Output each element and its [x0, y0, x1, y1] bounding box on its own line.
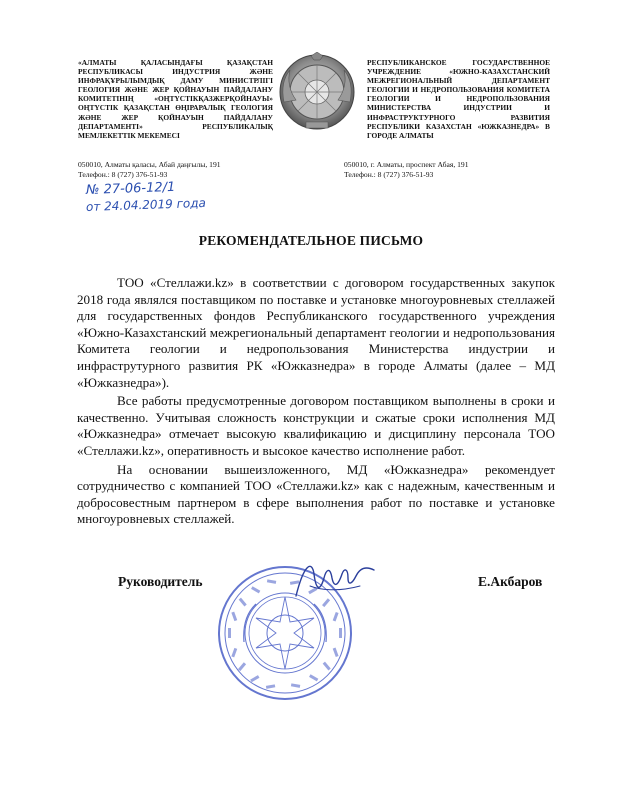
- paragraph: На основании вышеизложенного, МД «Южказнедра» рекомендует сотрудничество с компанией ТОО «Стеллажи.kz» как с надежным, качественным и добросовестным партнером в сфере выполнения работ по поставке и установке многоуровневых стеллажей.: [77, 461, 555, 527]
- phone-right: Телефон.: 8 (727) 376-51-93: [344, 169, 434, 179]
- phone-left: Телефон.: 8 (727) 376-51-93: [78, 169, 168, 179]
- paragraph: ТОО «Стеллажи.kz» в соответствии с договором государственных закупок 2018 года являлся поставщиком по поставке и установке многоуровневых стеллажей для государственных фондов Республиканского государственного учреждения «Южно-Казахстанский межрегиональный департамент геологии и недропользования Комитета геологии и недропользования Министерства индустрии и инфраструтурного развития РК «Южказнедра» в городе Алматы (далее – МД «Южказнедра»).: [77, 275, 555, 390]
- address-right: 050010, г. Алматы, проспект Абая, 191: [344, 160, 469, 169]
- header-org-kazakh: «АЛМАТЫ ҚАЛАСЫНДАҒЫ ҚАЗАҚСТАН РЕСПУБЛИКАСЫ ИНДУСТРИЯ ЖӘНЕ ИНФРАҚҰРЫЛЫМДЫҚ ДАМУ МИНИСТРЛІГІ ГЕОЛОГИЯ ЖӘНЕ ЖЕР ҚОЙНАУЫН ПАЙДАЛАНУ КОМИТЕТІНІҢ «ОҢТҮСТІКҚАЗЖЕРҚОЙНАУЫ» ОҢТҮСТІК ҚАЗАҚСТАН ӨҢІРАРАЛЫҚ ГЕОЛОГИЯ ЖӘНЕ ЖЕР ҚОЙНАУЫН ПАЙДАЛАНУ ДЕПАРТАМЕНТІ» РЕСПУБЛИКАЛЫҚ МЕМЛЕКЕТТІК МЕКЕМЕСІ: [78, 58, 273, 140]
- letter-title: РЕКОМЕНДАТЕЛЬНОЕ ПИСЬМО: [198, 233, 424, 248]
- header-org-russian: РЕСПУБЛИКАНСКОЕ ГОСУДАРСТВЕННОЕ УЧРЕЖДЕНИЕ «ЮЖНО-КАЗАХСТАНСКИЙ МЕЖРЕГИОНАЛЬНЫЙ ДЕПАРТАМЕНТ ГЕОЛОГИИ И НЕДРОПОЛЬЗОВАНИЯ КОМИТЕТА ГЕОЛОГИИ И НЕДРОПОЛЬЗОВАНИЯ МИНИСТЕРСТВА ИНДУСТРИИ И ИНФРАСТРУКТУРНОГО РАЗВИТИЯ РЕСПУБЛИКИ КАЗАХСТАН «ЮЖКАЗНЕДРА» В ГОРОДЕ АЛМАТЫ: [367, 58, 550, 140]
- address-block-left: [78, 160, 221, 179]
- signatory-name: Е.Акбаров: [478, 574, 543, 589]
- state-emblem-icon: [276, 52, 358, 132]
- address-left: 050010, Алматы қаласы, Абай даңғылы, 191: [78, 160, 221, 169]
- address-block-right: [344, 160, 469, 179]
- letter-body: [77, 275, 555, 530]
- registration-number: № 27-06-12/1: [85, 179, 176, 198]
- registration-date: от 24.04.2019 года: [85, 195, 207, 214]
- paragraph: Все работы предусмотренные договором поставщиком выполнены в сроки и качественно. Учитывая сложность конструкции и сжатые сроки исполнения МД «Южказнедра» отмечает высокую квалификацию и дисциплину персонала ТОО «Стеллажи.kz», оперативность и высокое качество исполнение работ.: [77, 393, 555, 458]
- signatory-position: Руководитель: [118, 574, 203, 589]
- handwritten-signature-icon: [290, 556, 380, 606]
